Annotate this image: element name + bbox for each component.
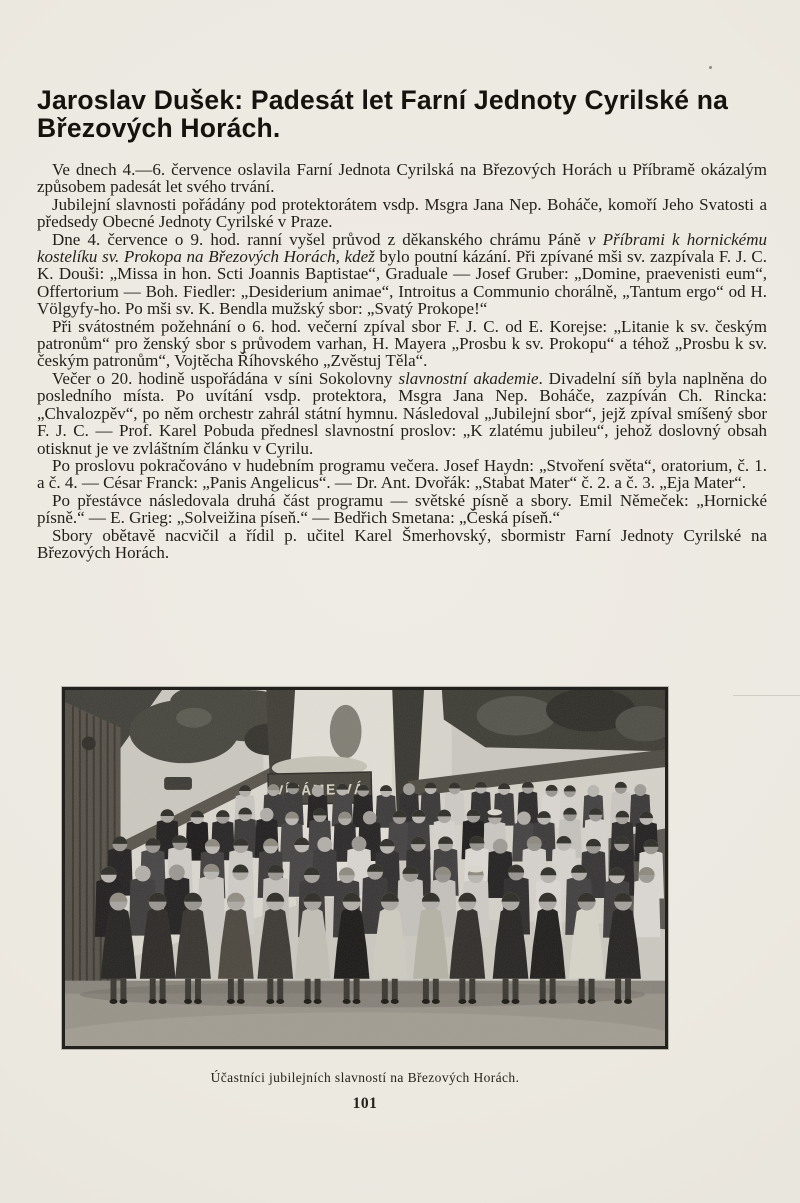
jubilee-photo [65, 690, 665, 1046]
article-title [37, 86, 767, 142]
paragraph: Při svátostném požehnání o 6. hod. večerní zpíval sbor F. J. C. od E. Korejse: „Litanie k sv. českým patronům“ pro ženský sbor s průvodem varhan, H. Mayera „Prosbu k sv. Prokopu“ a téhož „Prosbu k sv. českým patronům“, Vojtěcha Říhovského „Zvěstuj Těla“. [37, 316, 767, 371]
paragraph: Po proslovu pokračováno v hudebním programu večera. Josef Haydn: „Stvoření světa“, oratorium, č. 1. a č. 4. — César Franck: „Panis Angelicus“. — Dr. Ant. Dvořák: „Stabat Mater“ č. 2. a č. 3. „Eja Mater“. [37, 455, 767, 493]
ink-speck [709, 66, 712, 69]
photo-grain [65, 690, 665, 1046]
paragraph: Dne 4. července o 9. hod. ranní vyšel průvod z děkanského chrámu Páně v Příbrami k hornickému kostelíku sv. Prokopa na Březových Horách, kdež bylo poutní kázání. Při zpívané mši sv. zazpívala F. J. C. K. Douši: „Missa in hon. Scti Joannis Baptistae“, Graduale — Josef Gruber: „Domine, praevenisti eum“, Offertorium — Boh. Fiedler: „Desiderium animae“, Introitus a Communio chorálně, „Tantum ergo“ od H. Völgyfy-ho. Po mši sv. K. Bendla mužský sbor: „Svatý Prokope!“ [37, 229, 767, 319]
photo-caption: Účastníci jubilejních slavností na Březových Horách. [210, 1070, 520, 1085]
jubilee-photo-figure [62, 687, 668, 1049]
paragraph: Po přestávce následovala druhá část programu — světské písně a sbory. Emil Němeček: „Hornické písně.“ — E. Grieg: „Solveižina píseň.“ — Bedřich Smetana: „Česká píseň.“ [37, 490, 767, 528]
scan-artifact-line [733, 695, 800, 696]
paragraph: Jubilejní slavnosti pořádány pod protektorátem vsdp. Msgra Jana Nep. Boháče, komoří Jeho Svatosti a předsedy Obecné Jednoty Cyrilské v Praze. [37, 194, 767, 232]
paragraph: Večer o 20. hodině uspořádána v síni Sokolovny slavnostní akademie. Divadelní síň byla naplněna do posledního místa. Po uvítání vsdp. protektora, Msgra Jana Nep. Boháče, zazpíván Ch. Rincka: „Chvalozpěv“, po něm orchestr zahrál státní hymnu. Následoval „Jubilejní sbor“, jejž zpíval smíšený sbor F. J. C. — Prof. Karel Pobuda přednesl slavnostní proslov: „K zlatému jubileu“, jehož doslovný obsah otisknut je ve zvláštním článku v Cyrilu. [37, 368, 767, 458]
paragraph: Ve dnech 4.—6. července oslavila Farní Jednota Cyrilská na Březových Horách u Příbramě okázalým způsobem padesát let svého trvání. [37, 160, 767, 197]
page-number: 101 [352, 1095, 378, 1112]
article-title-line1: Jaroslav Dušek: Padesát let Farní Jednoty Cyrilské na [37, 85, 729, 115]
banner-text: VÍTÁME VÁ [274, 781, 374, 800]
paragraph: Sbory obětavě nacvičil a řídil p. učitel Karel Šmerhovský, sbormistr Farní Jednoty Cyrilské na Březových Horách. [37, 525, 767, 562]
article-body [37, 161, 767, 561]
article-title-line2: Březových Horách. [37, 113, 281, 143]
